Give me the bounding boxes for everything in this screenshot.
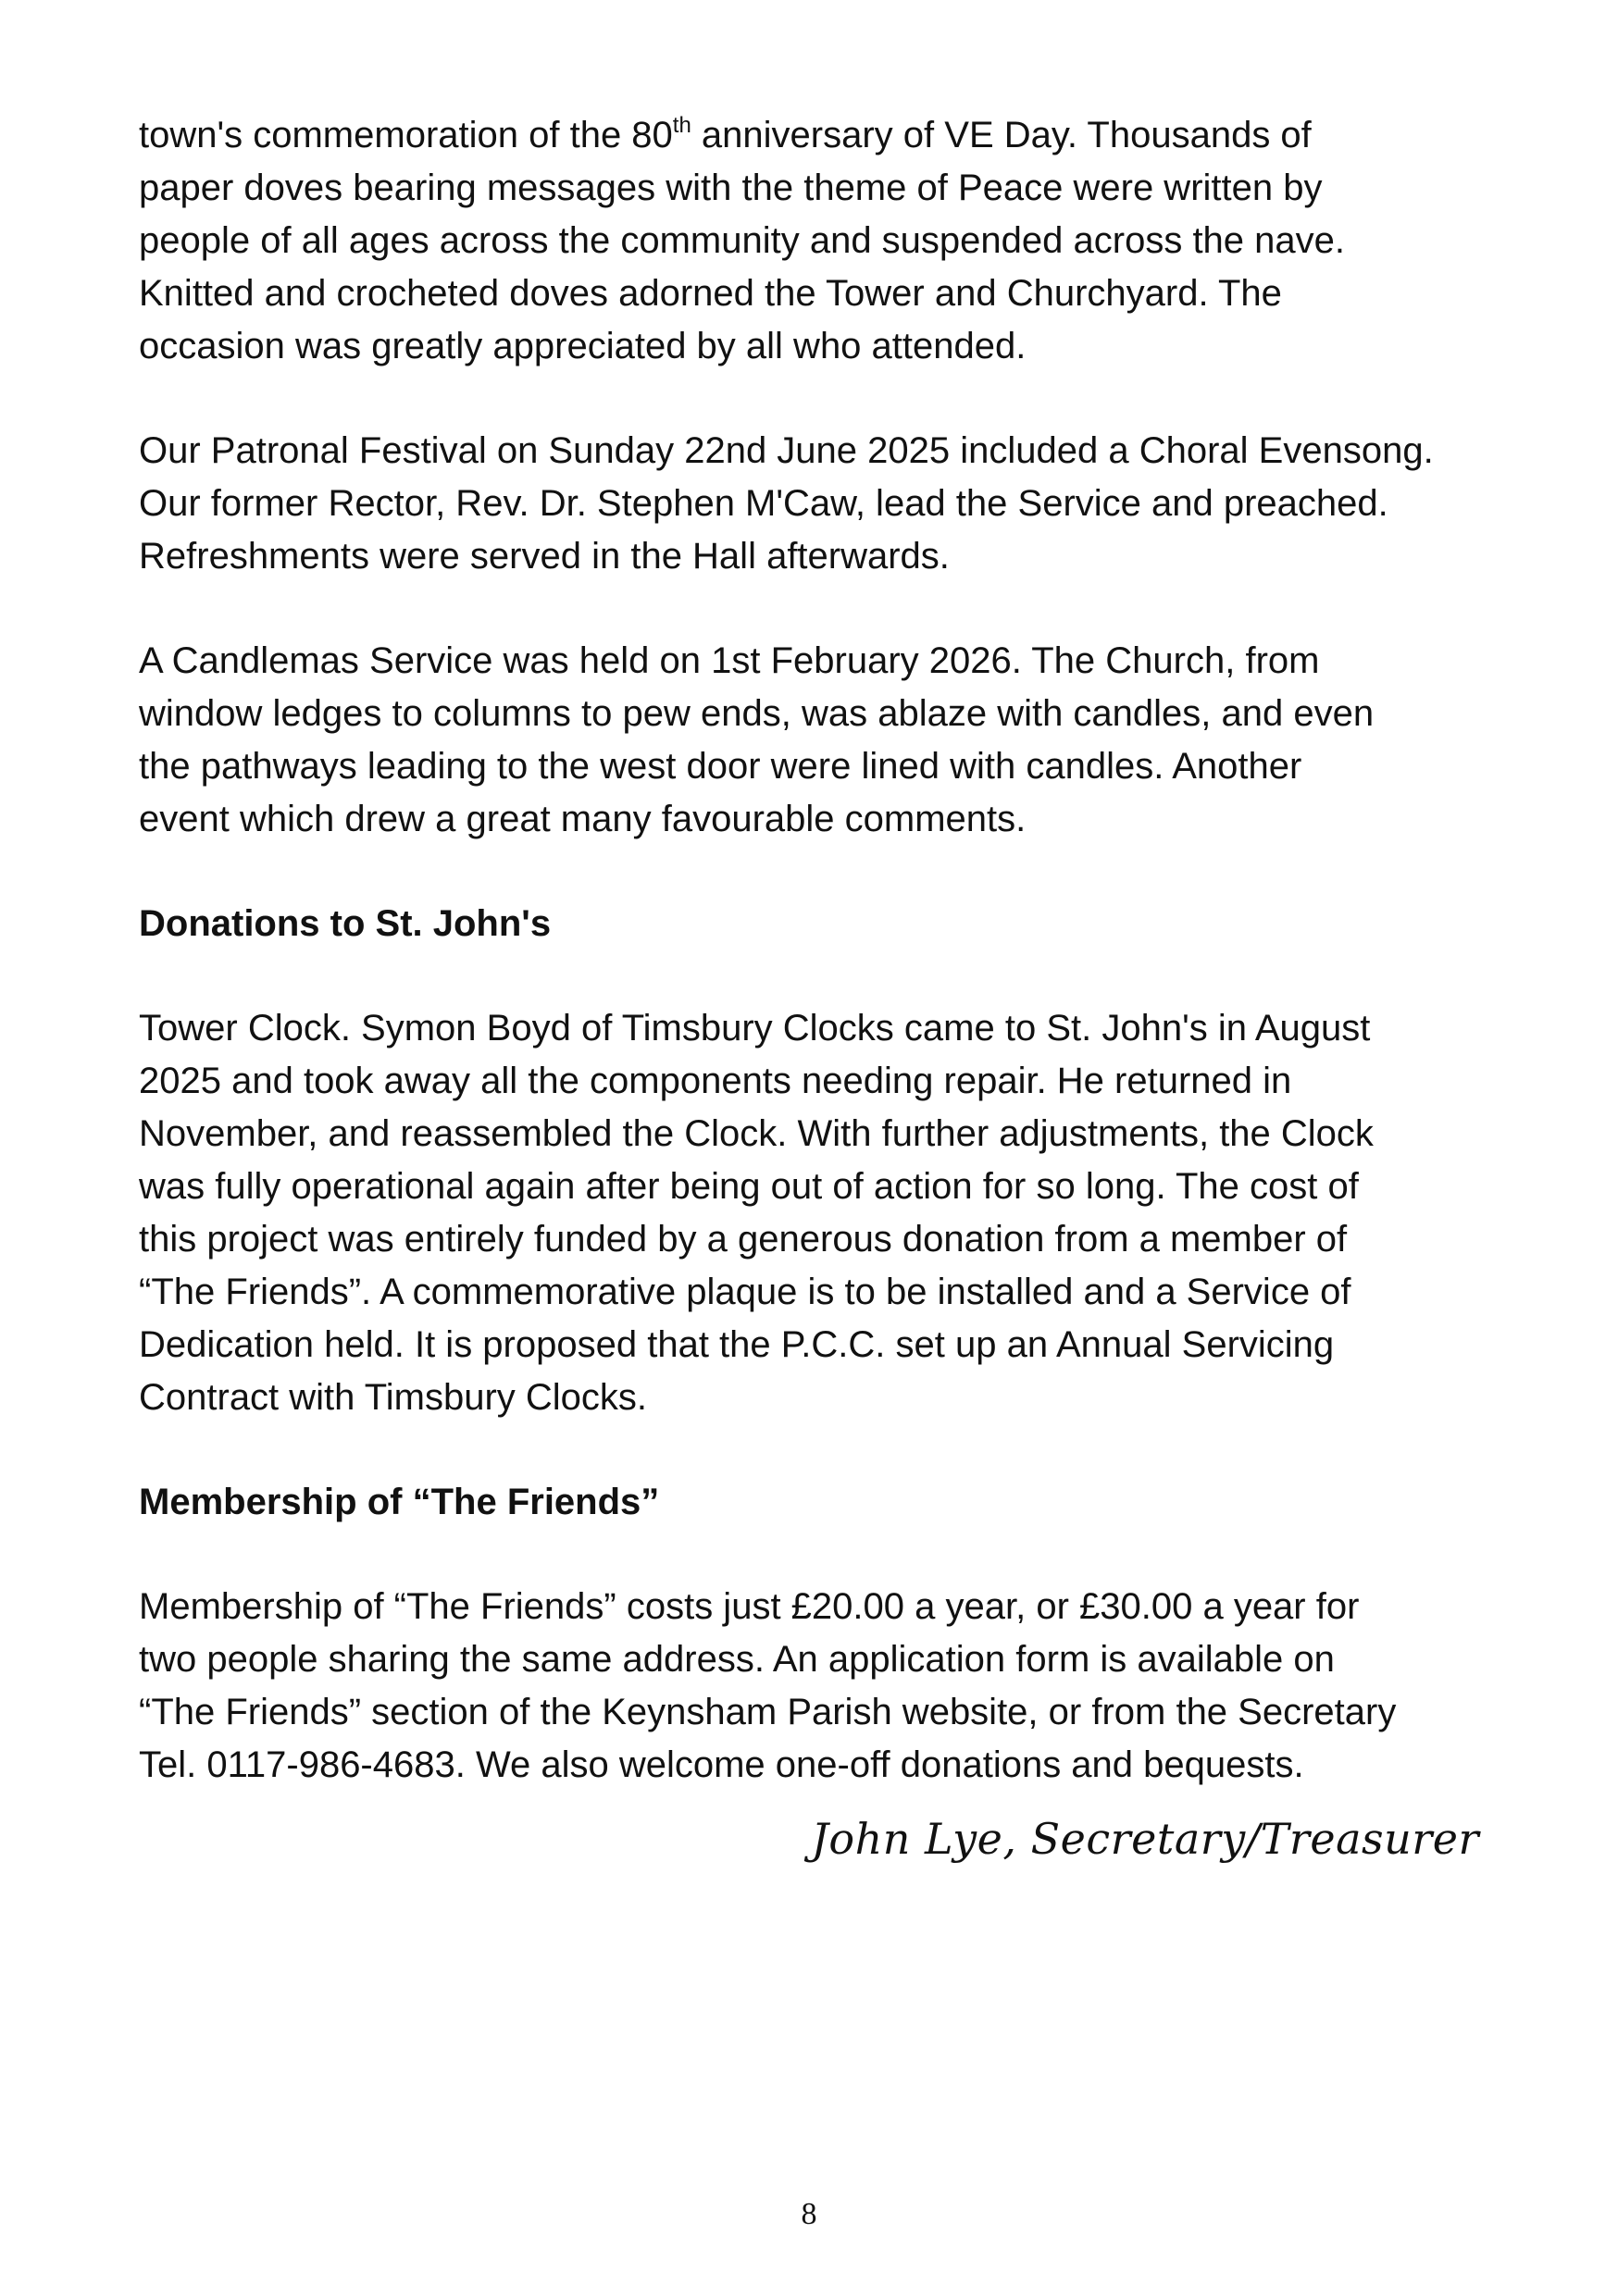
paragraph-line: people of all ages across the community and suspended across the nave. [139,220,1346,261]
paragraph-line: A Candlemas Service was held on 1st February 2026. The Church, from [139,640,1320,681]
paragraph-tower-clock [139,1002,1490,1424]
paragraph-line: the pathways leading to the west door were lined with candles. Another [139,746,1302,787]
paragraph-line: Tel. 0117-986-4683. We also welcome one-off donations and bequests. [139,1744,1304,1785]
paragraph-line: window ledges to columns to pew ends, was ablaze with candles, and even [139,693,1375,734]
paragraph-line: Contract with Timsbury Clocks. [139,1377,648,1418]
paragraph-line: paper doves bearing messages with the theme of Peace were written by [139,168,1323,208]
paragraph-candlemas [139,635,1490,846]
paragraph-line: “The Friends” section of the Keynsham Parish website, or from the Secretary [139,1692,1397,1732]
paragraph-line: Our Patronal Festival on Sunday 22nd June 2025 included a Choral Evensong. [139,430,1434,471]
paragraph-line: occasion was greatly appreciated by all who attended. [139,326,1027,366]
paragraph-line: “The Friends”. A commemorative plaque is to be installed and a Service of [139,1272,1351,1312]
paragraph-line: this project was entirely funded by a generous donation from a member of [139,1219,1348,1260]
text-run: town's commemoration of the 80 [139,115,673,155]
paragraph-line: Tower Clock. Symon Boyd of Timsbury Clocks came to St. John's in August [139,1008,1371,1049]
paragraph-line: two people sharing the same address. An application form is available on [139,1639,1335,1680]
paragraph-line: Dedication held. It is proposed that the P.C.C. set up an Annual Servicing [139,1324,1335,1365]
paragraph-line: Knitted and crocheted doves adorned the Tower and Churchyard. The [139,273,1282,314]
page-number: 8 [801,2197,817,2231]
paragraph-membership [139,1581,1490,1792]
page-body [139,109,1490,1843]
paragraph-line: Membership of “The Friends” costs just £20.00 a year, or £30.00 a year for [139,1586,1360,1627]
paragraph-ve-day [139,109,1490,373]
paragraph-line: was fully operational again after being out of action for so long. The cost of [139,1166,1359,1207]
text-run: anniversary of VE Day. Thousands of [691,115,1312,155]
paragraph-line [139,109,1490,162]
heading-membership: Membership of “The Friends” [139,1482,660,1522]
signature: John Lye, Secretary/Treasurer [811,1814,1479,1864]
paragraph-line: November, and reassembled the Clock. With further adjustments, the Clock [139,1113,1374,1154]
heading-donations: Donations to St. John's [139,903,552,944]
paragraph-line: Refreshments were served in the Hall afterwards. [139,536,950,577]
ordinal-superscript: th [672,112,691,138]
paragraph-line: Our former Rector, Rev. Dr. Stephen M'Caw, lead the Service and preached. [139,483,1388,524]
paragraph-patronal-festival [139,425,1490,583]
paragraph-line: event which drew a great many favourable comments. [139,799,1027,839]
paragraph-line: 2025 and took away all the components needing repair. He returned in [139,1061,1292,1101]
